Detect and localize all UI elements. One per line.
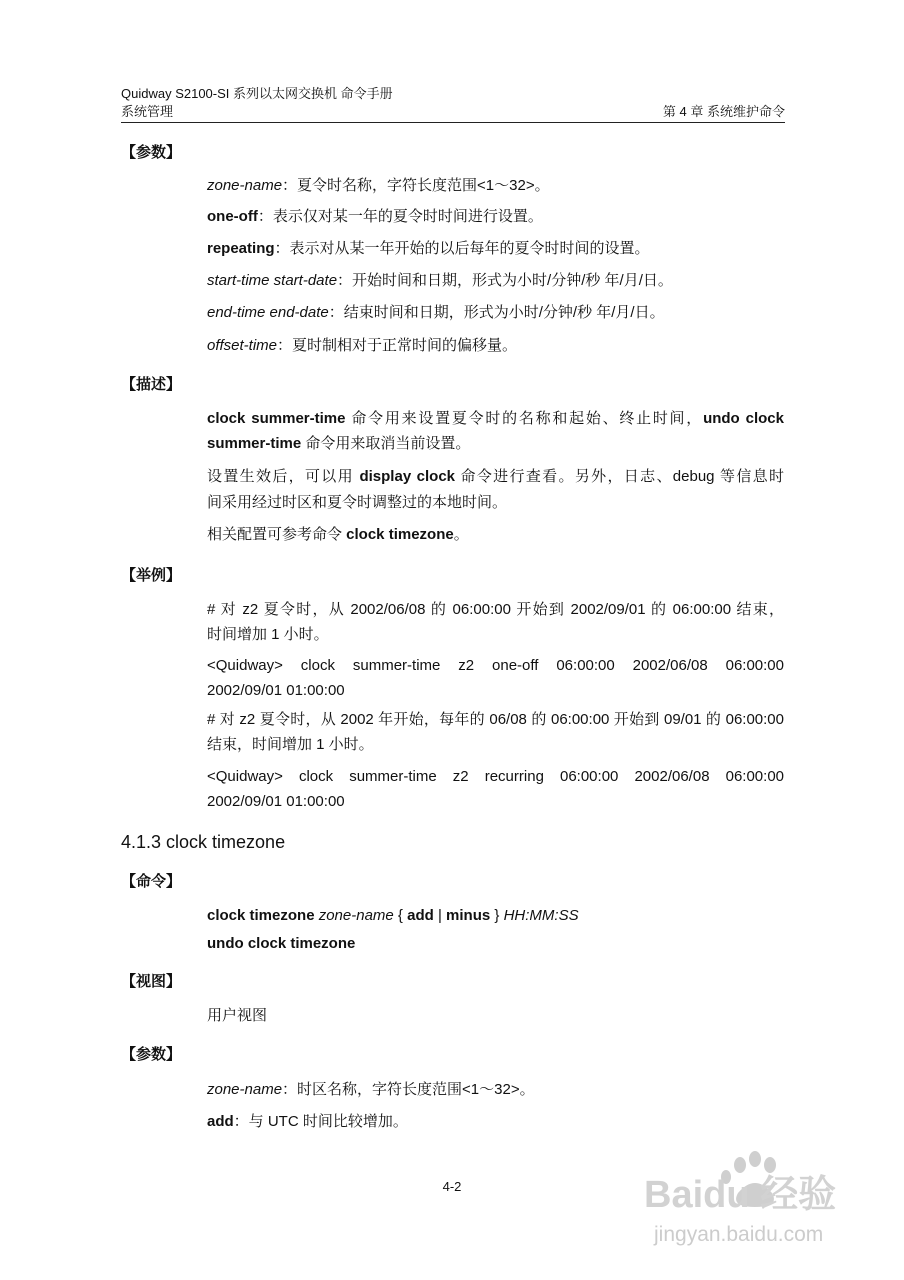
desc-line xyxy=(207,522,784,548)
param-desc: ：表示对从某一年开始的以后每年的夏令时时间的设置。 xyxy=(274,240,650,257)
param-start xyxy=(207,268,784,294)
watermark-url: jingyan.baidu.com xyxy=(654,1223,824,1246)
desc-line xyxy=(207,406,784,432)
command-undo: undo clock timezone xyxy=(207,935,356,952)
header-chapter: 第 4 章 系统维护命令 xyxy=(662,104,785,119)
example-comment: # 对 z2 夏令时，从 2002/06/08 的 06:00:00 开始到 2002/09/01 的 06:00:00 结束， xyxy=(207,601,784,618)
desc-text: 命令用来设置夏令时的名称和起始、终止时间， xyxy=(345,410,704,427)
param-repeating xyxy=(207,236,784,262)
section-heading-desc: 【描述】 xyxy=(121,376,182,393)
cmd-punct: | xyxy=(433,907,447,924)
example-command: 2002/09/01 01:00:00 xyxy=(207,682,345,699)
header-rule xyxy=(121,122,785,123)
cmd-text: display clock xyxy=(359,468,456,485)
param-term: add xyxy=(207,1113,234,1130)
page-number: 4-2 xyxy=(442,1179,462,1194)
param-term: start-time start-date xyxy=(207,272,338,289)
param-zone-name xyxy=(207,173,784,199)
param-term: one-off xyxy=(207,208,258,225)
cmd-text: clock timezone xyxy=(346,526,454,543)
cmd-text: clock timezone xyxy=(207,907,315,924)
header-subtitle: 系统管理 xyxy=(121,104,174,119)
param-desc: ：开始时间和日期，形式为小时/分钟/秒 年/月/日。 xyxy=(337,272,673,289)
desc-text: 相关配置可参考命令 xyxy=(207,526,347,543)
section-heading-view: 【视图】 xyxy=(121,973,182,990)
example-command: 2002/09/01 01:00:00 xyxy=(207,793,345,810)
param-add xyxy=(207,1109,784,1135)
example-comment: # 对 z2 夏令时，从 2002 年开始，每年的 06/08 的 06:00:00 开始到 09/01 的 06:00:00 xyxy=(207,711,784,728)
cmd-text: minus xyxy=(446,907,491,924)
desc-line xyxy=(207,464,784,490)
desc-text: 设置生效后，可以用 xyxy=(207,468,360,485)
param-offset xyxy=(207,333,784,359)
section-heading-params-2: 【参数】 xyxy=(121,1046,182,1063)
cmd-text: add xyxy=(407,907,434,924)
cmd-arg: zone-name xyxy=(318,907,394,924)
desc-line: 间采用经过时区和夏令时调整过的本地时间。 xyxy=(207,494,508,511)
desc-text: 命令用来取消当前设置。 xyxy=(301,435,471,452)
param-term: offset-time xyxy=(207,337,278,354)
cmd-text: summer-time xyxy=(207,435,302,452)
desc-line xyxy=(207,431,784,457)
param-term: end-time end-date xyxy=(207,304,329,321)
desc-text: 。 xyxy=(453,526,469,543)
example-comment: 时间增加 1 小时。 xyxy=(207,626,329,643)
param-one-off xyxy=(207,204,784,230)
section-heading-params: 【参数】 xyxy=(121,144,182,161)
param-term: zone-name xyxy=(207,177,283,194)
example-command: <Quidway> clock summer-time z2 one-off 06:00:00 2002/06/08 06:00:00 xyxy=(207,657,784,674)
header-title: Quidway S2100-SI 系列以太网交换机 命令手册 xyxy=(121,86,393,101)
cmd-punct: { xyxy=(393,907,408,924)
cmd-punct: } xyxy=(490,907,504,924)
cmd-arg: HH:MM:SS xyxy=(503,907,579,924)
command-syntax xyxy=(207,903,784,929)
baidu-watermark xyxy=(640,1145,850,1255)
view-text: 用户视图 xyxy=(207,1007,268,1024)
param-desc: ：结束时间和日期，形式为小时/分钟/秒 年/月/日。 xyxy=(328,304,665,321)
param-desc: ：表示仅对某一年的夏令时时间进行设置。 xyxy=(257,208,543,225)
param-end xyxy=(207,300,784,326)
watermark-brand: Baidu 经验 xyxy=(644,1174,837,1216)
section-heading-command: 【命令】 xyxy=(121,873,182,890)
desc-text: 命令进行查看。另外，日志、debug 等信息时 xyxy=(455,468,784,485)
param-zone-name-2 xyxy=(207,1077,784,1103)
param-term: zone-name xyxy=(207,1081,283,1098)
section-heading-example: 【举例】 xyxy=(121,567,182,584)
param-desc: ：夏时制相对于正常时间的偏移量。 xyxy=(277,337,518,354)
section-title: 4.1.3 clock timezone xyxy=(121,832,286,852)
cmd-text: undo clock xyxy=(703,410,784,427)
param-desc: ：与 UTC 时间比较增加。 xyxy=(233,1113,408,1130)
cmd-text: clock summer-time xyxy=(207,410,346,427)
param-term: repeating xyxy=(207,240,275,257)
example-comment: 结束，时间增加 1 小时。 xyxy=(207,736,374,753)
param-desc: ：时区名称，字符长度范围<1～32>。 xyxy=(282,1081,535,1098)
example-command: <Quidway> clock summer-time z2 recurring 06:00:00 2002/06/08 06:00:00 xyxy=(207,768,784,785)
param-desc: ：夏令时名称，字符长度范围<1～32>。 xyxy=(282,177,550,194)
